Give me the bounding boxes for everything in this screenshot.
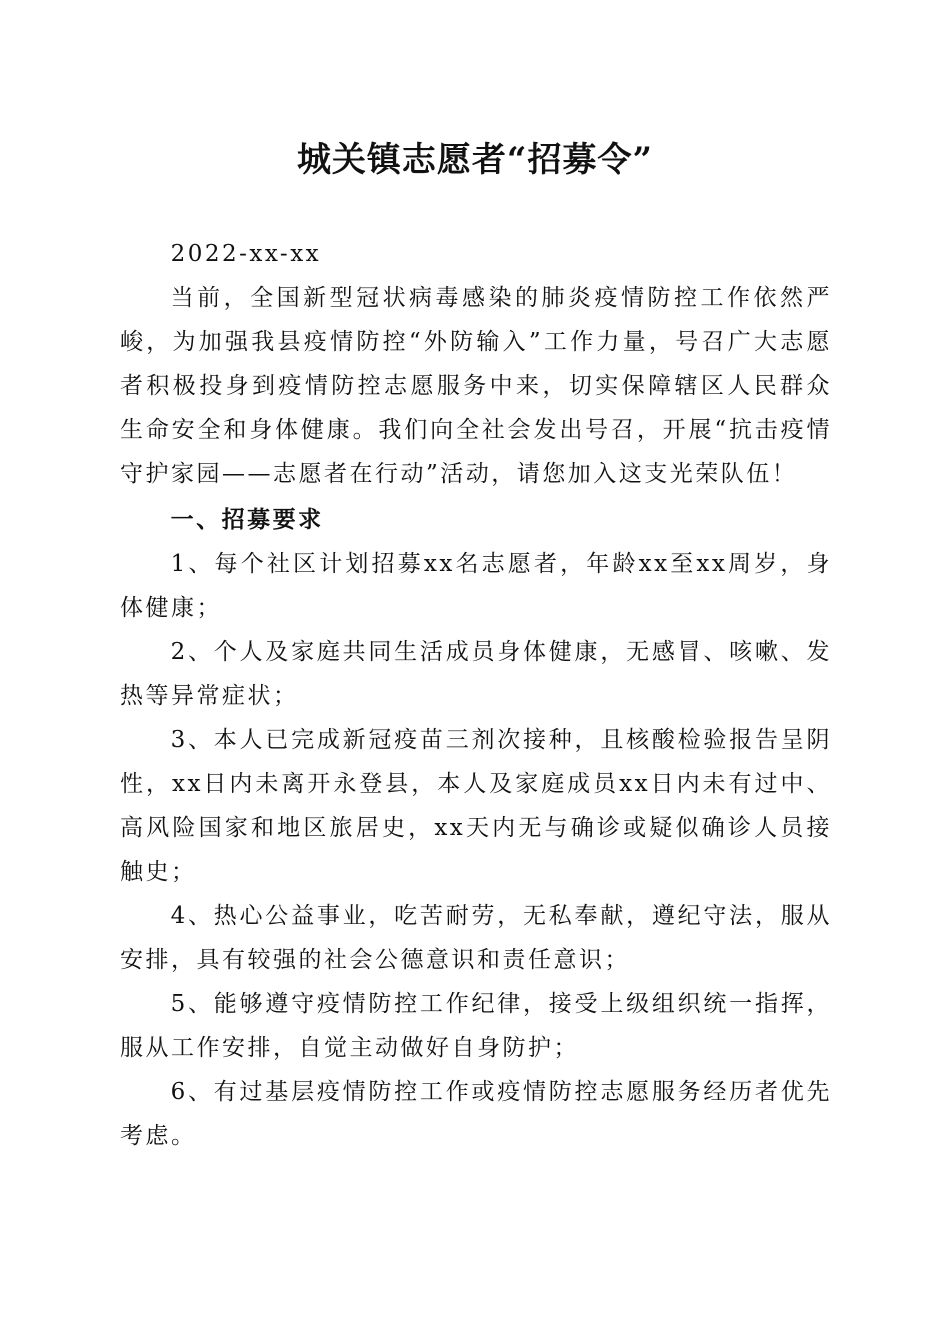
requirement-item: 3、本人已完成新冠疫苗三剂次接种，且核酸检验报告呈阴性，xx日内未离开永登县，本人及家庭成员xx日内未有过中、高风险国家和地区旅居史，xx天内无与确诊或疑似确诊人员接触史； (120, 727, 832, 885)
document-body (120, 232, 832, 1158)
requirement-item: 2、个人及家庭共同生活成员身体健康，无感冒、咳嗽、发热等异常症状； (120, 639, 832, 709)
requirement-item: 6、有过基层疫情防控工作或疫情防控志愿服务经历者优先考虑。 (120, 1079, 832, 1149)
intro-paragraph: 当前，全国新型冠状病毒感染的肺炎疫情防控工作依然严峻，为加强我县疫情防控“外防输入”工作力量，号召广大志愿者积极投身到疫情防控志愿服务中来，切实保障辖区人民群众生命安全和身体健康。我们向全社会发出号召，开展“抗击疫情守护家园——志愿者在行动”活动，请您加入这支光荣队伍！ (120, 285, 832, 487)
requirement-item: 4、热心公益事业，吃苦耐劳，无私奉献，遵纪守法，服从安排，具有较强的社会公德意识和责任意识； (120, 903, 832, 973)
section-heading: 一、招募要求 (170, 507, 324, 533)
requirement-item: 1、每个社区计划招募xx名志愿者，年龄xx至xx周岁，身体健康； (120, 551, 832, 621)
document-date: 2022-xx-xx (170, 241, 322, 267)
document-title: 城关镇志愿者“招募令” (296, 140, 654, 180)
requirement-item: 5、能够遵守疫情防控工作纪律，接受上级组织统一指挥，服从工作安排，自觉主动做好自身防护； (120, 991, 832, 1061)
